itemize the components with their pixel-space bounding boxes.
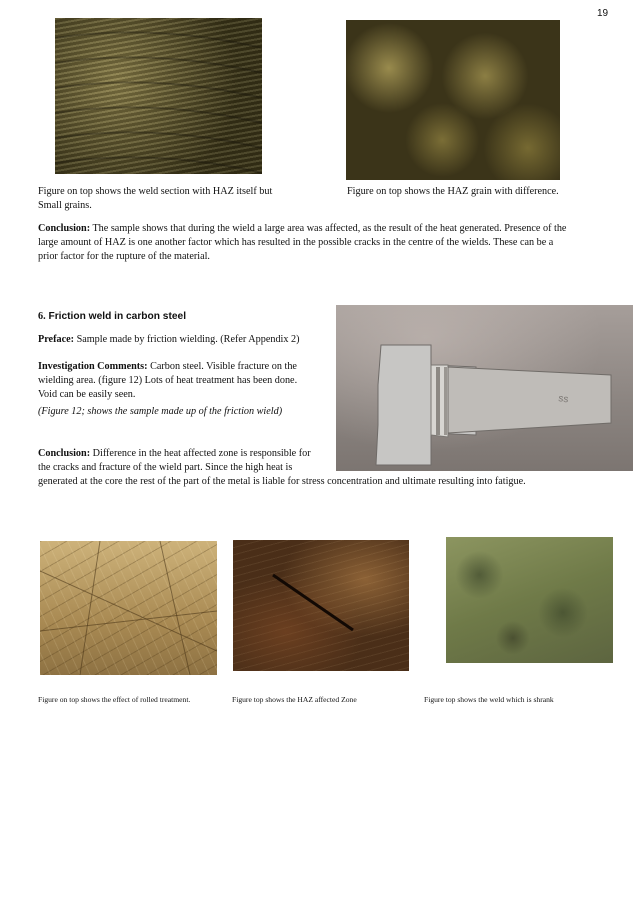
conclusion-paragraph: Conclusion: The sample shows that during the wield a large area was affected, as the result of the heat generated. Presence of the large amount of HAZ is one another factor which has resulted in the possible cracks in the centre of the wields. These can be a prior factor for the rupture of the material.: [38, 223, 567, 262]
micrograph-weld-section-image: [55, 18, 262, 174]
section-conclusion-paragraph: Conclusion: Difference in the heat affected zone is responsible for the cracks and fracture of the wield part. Since the high heat is generated at the core the rest of the part of the metal is liable for stress concentration and ultimate resulting into fatigue.: [38, 448, 526, 487]
conclusion-label: Conclusion:: [38, 223, 91, 234]
micrograph-shrank-weld-image: [446, 537, 613, 663]
caption-weld-section: Figure on top shows the weld section with HAZ itself but Small grains.: [38, 186, 273, 211]
section-heading: 6. Friction weld in carbon steel: [38, 311, 187, 322]
micrograph-haz-affected-zone-image: [233, 540, 409, 671]
micrograph-haz-grain-image: [346, 20, 560, 180]
caption-haz-affected-zone: Figure top shows the HAZ affected Zone: [232, 695, 357, 704]
caption-shrank-weld: Figure top shows the weld which is shrank: [424, 695, 554, 704]
page-number: 19: [597, 8, 609, 19]
svg-text:ss: ss: [557, 393, 570, 406]
micrograph-rolled-treatment-image: [40, 541, 217, 675]
caption-rolled-treatment: Figure on top shows the effect of rolled treatment.: [38, 695, 191, 704]
investigation-paragraph: Investigation Comments: Carbon steel. Visible fracture on the wielding area. (figure 12) Lots of heat treatment has been done. Void can be easily seen.: [38, 361, 298, 400]
figure-note: (Figure 12; shows the sample made up of the friction wield): [38, 406, 283, 417]
preface-paragraph: Preface: Sample made by friction wielding. (Refer Appendix 2): [38, 334, 300, 345]
caption-haz-grain: Figure on top shows the HAZ grain with difference.: [347, 186, 559, 197]
